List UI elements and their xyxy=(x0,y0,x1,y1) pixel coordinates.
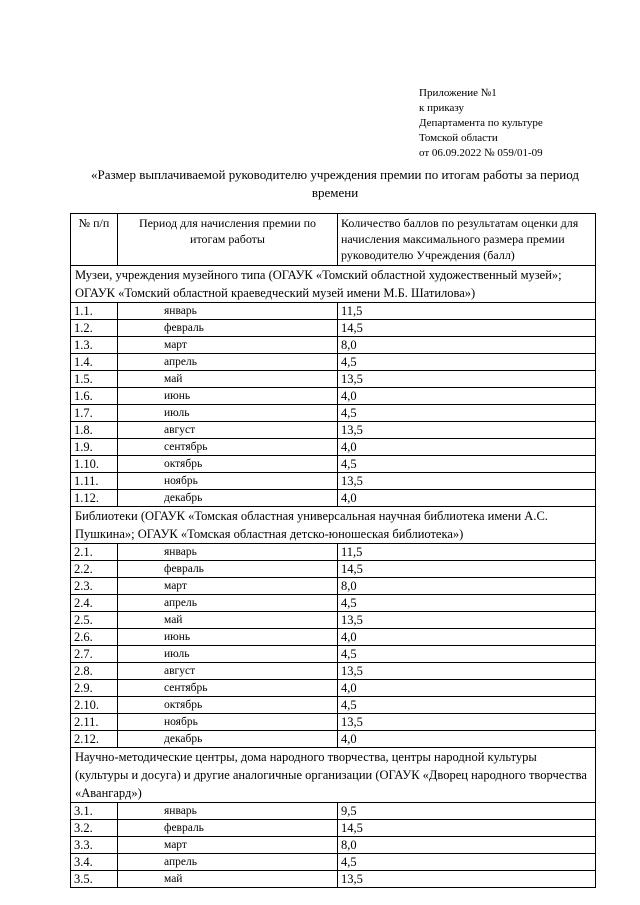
document-title: «Размер выплачиваемой руководителю учреждения премии по итогам работы за период времени xyxy=(91,167,579,200)
row-number: 2.3. xyxy=(71,578,118,595)
table-row xyxy=(71,490,596,507)
appendix-line: Томской области xyxy=(419,132,498,144)
row-number: 2.7. xyxy=(71,646,118,663)
row-number: 1.9. xyxy=(71,439,118,456)
table-row xyxy=(71,731,596,748)
table-row xyxy=(71,405,596,422)
row-month: октябрь xyxy=(118,456,338,473)
row-month: март xyxy=(118,337,338,354)
row-number: 1.10. xyxy=(71,456,118,473)
table-row xyxy=(71,561,596,578)
row-number: 2.11. xyxy=(71,714,118,731)
row-score: 13,5 xyxy=(338,371,596,388)
row-score: 4,0 xyxy=(338,629,596,646)
row-month: июнь xyxy=(118,388,338,405)
row-number: 3.4. xyxy=(71,854,118,871)
row-month: февраль xyxy=(118,320,338,337)
row-month: май xyxy=(118,871,338,888)
row-number: 1.11. xyxy=(71,473,118,490)
row-number: 2.6. xyxy=(71,629,118,646)
table-row xyxy=(71,303,596,320)
table-header-row xyxy=(71,214,596,266)
row-number: 2.5. xyxy=(71,612,118,629)
row-month: февраль xyxy=(118,820,338,837)
row-score: 13,5 xyxy=(338,714,596,731)
table-row xyxy=(71,854,596,871)
row-score: 14,5 xyxy=(338,320,596,337)
table-row xyxy=(71,337,596,354)
row-month: август xyxy=(118,663,338,680)
header-score: Количество баллов по результатам оценки для начисления максимального размера премии руководителю Учреждения (балл) xyxy=(338,214,596,266)
table-row xyxy=(71,388,596,405)
row-month: декабрь xyxy=(118,731,338,748)
appendix-line: от 06.09.2022 № 059/01-09 xyxy=(419,147,543,159)
row-month: сентябрь xyxy=(118,680,338,697)
row-score: 4,0 xyxy=(338,439,596,456)
row-number: 1.8. xyxy=(71,422,118,439)
row-month: март xyxy=(118,578,338,595)
row-score: 4,5 xyxy=(338,854,596,871)
row-score: 8,0 xyxy=(338,578,596,595)
row-month: август xyxy=(118,422,338,439)
row-score: 4,5 xyxy=(338,697,596,714)
row-month: июль xyxy=(118,646,338,663)
row-number: 1.3. xyxy=(71,337,118,354)
premium-table xyxy=(70,213,596,888)
row-number: 3.3. xyxy=(71,837,118,854)
row-month: январь xyxy=(118,544,338,561)
table-row xyxy=(71,820,596,837)
table-row xyxy=(71,871,596,888)
row-number: 3.2. xyxy=(71,820,118,837)
row-score: 13,5 xyxy=(338,612,596,629)
header-num: № п/п xyxy=(71,214,118,266)
section-row xyxy=(71,507,596,544)
row-month: май xyxy=(118,371,338,388)
table-row xyxy=(71,354,596,371)
row-number: 1.6. xyxy=(71,388,118,405)
row-number: 1.2. xyxy=(71,320,118,337)
row-month: апрель xyxy=(118,354,338,371)
row-month: июль xyxy=(118,405,338,422)
row-score: 13,5 xyxy=(338,871,596,888)
row-month: январь xyxy=(118,303,338,320)
appendix-line: Департамента по культуре xyxy=(419,117,543,129)
header-period: Период для начисления премии по итогам работы xyxy=(118,214,338,266)
table-row xyxy=(71,837,596,854)
table-row xyxy=(71,612,596,629)
row-score: 13,5 xyxy=(338,422,596,439)
row-number: 2.12. xyxy=(71,731,118,748)
table-row xyxy=(71,578,596,595)
row-score: 14,5 xyxy=(338,561,596,578)
row-score: 4,5 xyxy=(338,456,596,473)
row-number: 3.1. xyxy=(71,803,118,820)
row-month: май xyxy=(118,612,338,629)
row-number: 2.2. xyxy=(71,561,118,578)
row-month: апрель xyxy=(118,854,338,871)
row-month: июнь xyxy=(118,629,338,646)
row-number: 1.12. xyxy=(71,490,118,507)
row-score: 11,5 xyxy=(338,544,596,561)
row-score: 4,0 xyxy=(338,680,596,697)
row-month: февраль xyxy=(118,561,338,578)
table-row xyxy=(71,714,596,731)
table-row xyxy=(71,663,596,680)
row-month: декабрь xyxy=(118,490,338,507)
row-score: 11,5 xyxy=(338,303,596,320)
row-number: 2.4. xyxy=(71,595,118,612)
row-score: 9,5 xyxy=(338,803,596,820)
row-month: апрель xyxy=(118,595,338,612)
row-score: 4,5 xyxy=(338,595,596,612)
table-row xyxy=(71,320,596,337)
table-body xyxy=(71,214,596,888)
row-number: 1.5. xyxy=(71,371,118,388)
table-row xyxy=(71,646,596,663)
row-score: 4,5 xyxy=(338,354,596,371)
section-title: Музеи, учреждения музейного типа (ОГАУК «Томский областной художественный музей»; ОГАУК «Томский областной краеведческий музей имени М.Б. Шатилова») xyxy=(71,266,596,303)
table-row xyxy=(71,422,596,439)
table-row xyxy=(71,697,596,714)
row-number: 2.1. xyxy=(71,544,118,561)
row-number: 1.7. xyxy=(71,405,118,422)
section-row xyxy=(71,748,596,803)
table-row xyxy=(71,595,596,612)
row-month: октябрь xyxy=(118,697,338,714)
section-title: Библиотеки (ОГАУК «Томская областная универсальная научная библиотека имени А.С. Пушкина»; ОГАУК «Томская областная детско-юношеская библиотека») xyxy=(71,507,596,544)
row-score: 14,5 xyxy=(338,820,596,837)
row-number: 1.1. xyxy=(71,303,118,320)
section-row xyxy=(71,266,596,303)
row-month: март xyxy=(118,837,338,854)
row-score: 4,0 xyxy=(338,490,596,507)
table-row xyxy=(71,803,596,820)
row-score: 13,5 xyxy=(338,473,596,490)
row-score: 4,0 xyxy=(338,388,596,405)
row-number: 2.8. xyxy=(71,663,118,680)
row-score: 8,0 xyxy=(338,837,596,854)
row-number: 2.10. xyxy=(71,697,118,714)
table-row xyxy=(71,629,596,646)
row-score: 13,5 xyxy=(338,663,596,680)
row-score: 4,5 xyxy=(338,405,596,422)
appendix-block xyxy=(419,86,543,161)
appendix-line: Приложение №1 xyxy=(419,87,497,99)
row-score: 4,5 xyxy=(338,646,596,663)
row-month: ноябрь xyxy=(118,714,338,731)
row-number: 2.9. xyxy=(71,680,118,697)
row-score: 4,0 xyxy=(338,731,596,748)
row-number: 3.5. xyxy=(71,871,118,888)
section-title: Научно-методические центры, дома народного творчества, центры народной культуры (культуры и досуга) и другие аналогичные организации (ОГАУК «Дворец народного творчества «Авангард») xyxy=(71,748,596,803)
row-month: ноябрь xyxy=(118,473,338,490)
table-row xyxy=(71,456,596,473)
table-row xyxy=(71,371,596,388)
table-row xyxy=(71,680,596,697)
row-score: 8,0 xyxy=(338,337,596,354)
table-row xyxy=(71,439,596,456)
appendix-line: к приказу xyxy=(419,102,465,114)
table-row xyxy=(71,473,596,490)
row-number: 1.4. xyxy=(71,354,118,371)
row-month: январь xyxy=(118,803,338,820)
table-row xyxy=(71,544,596,561)
row-month: сентябрь xyxy=(118,439,338,456)
